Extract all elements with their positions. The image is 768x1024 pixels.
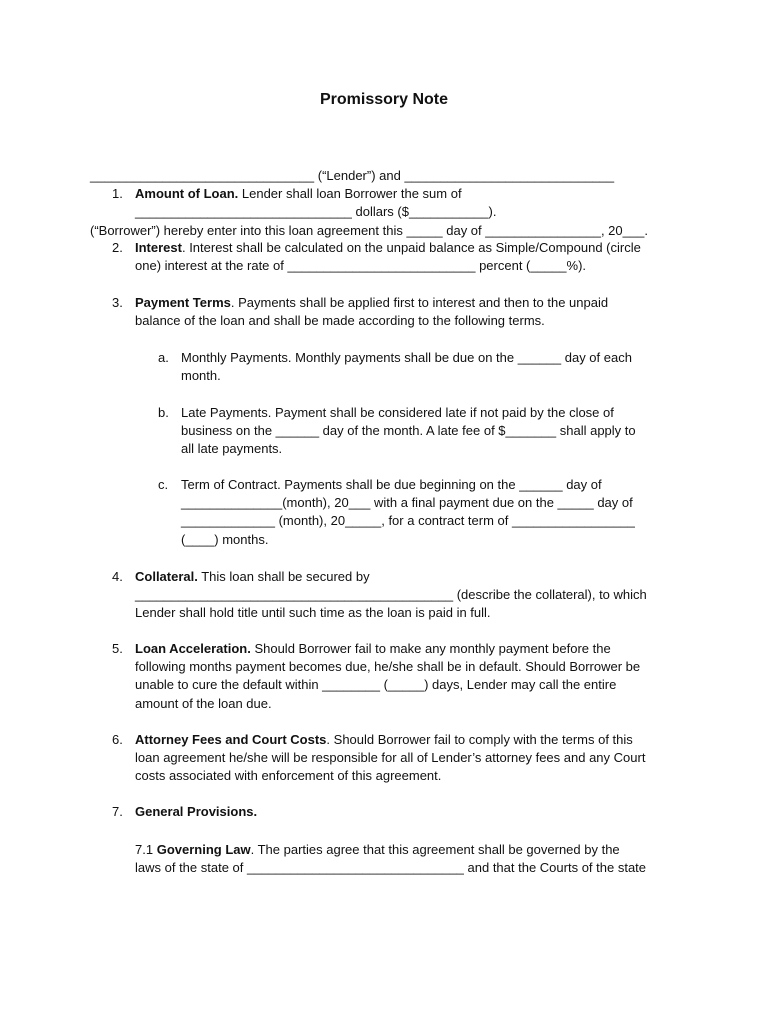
section-text: one) interest at the rate of __________________________ percent (_____%). xyxy=(135,258,587,274)
section-number: 7. xyxy=(112,804,123,819)
section-heading: General Provisions. xyxy=(135,804,258,819)
section-number: 5. xyxy=(112,641,123,656)
section-text: . Should Borrower fail to comply with the terms of this xyxy=(326,732,633,747)
section-heading: Amount of Loan. xyxy=(135,186,239,201)
section-number: 6. xyxy=(112,732,123,747)
section-text: . Payments shall be applied first to interest and then to the unpaid xyxy=(230,295,609,310)
section-heading: Loan Acceleration. xyxy=(135,641,251,656)
subsection-text: Term of Contract. Payments shall be due beginning on the ______ day of xyxy=(181,477,602,492)
subsection-text: all late payments. xyxy=(181,441,283,457)
provision-heading: Governing Law xyxy=(156,842,251,857)
section-text: following months payment becomes due, he/she shall be in default. Should Borrower be xyxy=(135,659,641,675)
provision-number: 7.1 xyxy=(135,842,154,857)
section-text: unable to cure the default within ________ (_____) days, Lender may call the entire xyxy=(135,677,617,693)
subsection-letter: c. xyxy=(158,477,169,492)
section-text: balance of the loan and shall be made according to the following terms. xyxy=(135,313,545,329)
subsection-text: business on the ______ day of the month. A late fee of $_______ shall apply to xyxy=(181,423,636,439)
subsection-text: month. xyxy=(181,368,221,384)
section-heading: Attorney Fees and Court Costs xyxy=(135,732,327,747)
section-number: 2. xyxy=(112,240,123,255)
section-text: ______________________________ dollars ($___________). xyxy=(135,204,497,220)
section-text: This loan shall be secured by xyxy=(197,569,370,584)
section-text: Lender shall loan Borrower the sum of xyxy=(238,186,462,201)
subsection-letter: b. xyxy=(158,405,169,420)
provision-governing-law xyxy=(135,841,695,877)
subsection-text: Monthly Payments. Monthly payments shall be due on the ______ day of each xyxy=(181,350,632,365)
subsection-text: Late Payments. Payment shall be considered late if not paid by the close of xyxy=(181,405,614,420)
subsection-text: _____________ (month), 20_____, for a contract term of _________________ xyxy=(181,513,635,529)
section-text: costs associated with enforcement of this agreement. xyxy=(135,768,442,784)
section-text: loan agreement he/she will be responsible for all of Lender’s attorney fees and any Court xyxy=(135,750,646,766)
section-heading: Collateral. xyxy=(135,569,198,584)
section-text: ____________________________________________ (describe the collateral), to which xyxy=(135,587,647,603)
subsection-text: (____) months. xyxy=(181,531,269,547)
section-text: . Interest shall be calculated on the unpaid balance as Simple/Compound (circle xyxy=(181,240,641,255)
section-number: 4. xyxy=(112,569,123,584)
intro-line: _______________________________ (“Lender”) and _____________________________ xyxy=(90,168,615,184)
section-text: Lender shall hold title until such time as the loan is paid in full. xyxy=(135,605,491,621)
intro-line: (“Borrower”) hereby enter into this loan agreement this _____ day of ________________, 20___. xyxy=(90,223,648,239)
section-text: amount of the loan due. xyxy=(135,695,272,711)
subsection-text: ______________(month), 20___ with a final payment due on the _____ day of xyxy=(181,495,633,511)
provision-text: . The parties agree that this agreement shall be governed by the xyxy=(250,842,620,857)
section-heading: Interest xyxy=(135,240,182,255)
subsection-letter: a. xyxy=(158,350,169,365)
document-title: Promissory Note xyxy=(319,91,449,108)
section-number: 3. xyxy=(112,295,123,310)
section-text: Should Borrower fail to make any monthly payment before the xyxy=(250,641,611,656)
section-number: 1. xyxy=(112,186,123,201)
provision-text: laws of the state of ______________________________ and that the Courts of the state xyxy=(135,860,647,876)
section-heading: Payment Terms xyxy=(135,295,231,310)
